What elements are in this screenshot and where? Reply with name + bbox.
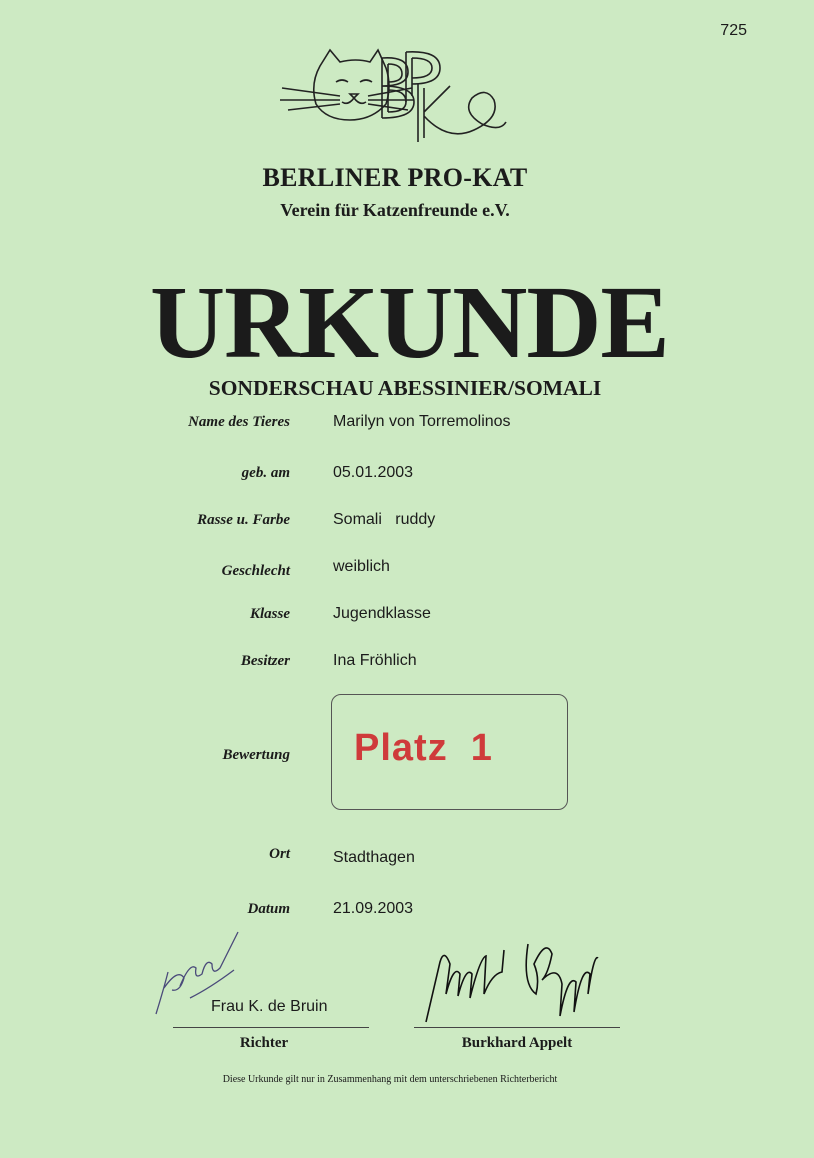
appelt-signature — [418, 934, 608, 1026]
label-birth: geb. am — [241, 465, 290, 481]
value-owner: Ina Fröhlich — [333, 652, 417, 669]
club-logo — [278, 46, 508, 148]
rating-stamp: Platz 1 — [354, 727, 493, 769]
value-breed: Somali ruddy — [333, 511, 436, 528]
label-name: Name des Tieres — [188, 414, 290, 430]
organization-subtitle: Verein für Katzenfreunde e.V. — [280, 200, 510, 220]
value-sex: weiblich — [333, 558, 390, 575]
page-number: 725 — [720, 22, 747, 39]
label-breed: Rasse u. Farbe — [197, 512, 290, 528]
judge-role: Richter — [239, 1035, 289, 1051]
label-owner: Besitzer — [240, 653, 290, 669]
label-place: Ort — [269, 846, 290, 862]
logo-text: BPK — [396, 106, 398, 107]
value-date: 21.09.2003 — [333, 900, 414, 917]
rating-box — [331, 694, 568, 810]
document-title: URKUNDE — [150, 265, 669, 380]
footnote: Diese Urkunde gilt nur in Zusammenhang mit dem unterschriebenen Richterbericht — [222, 1074, 558, 1085]
second-signatory: Burkhard Appelt — [461, 1035, 573, 1051]
label-rating: Bewertung — [222, 747, 290, 763]
label-date: Datum — [247, 901, 290, 917]
appelt-signature-line — [414, 1027, 620, 1028]
value-name: Marilyn von Torremolinos — [333, 413, 511, 430]
judge-signature-line — [173, 1027, 369, 1028]
label-class: Klasse — [249, 606, 290, 622]
value-class: Jugendklasse — [333, 605, 431, 622]
value-place: Stadthagen — [333, 849, 415, 866]
show-title: SONDERSCHAU ABESSINIER/SOMALI — [208, 376, 602, 400]
value-birth: 05.01.2003 — [333, 464, 414, 481]
label-sex: Geschlecht — [221, 563, 290, 579]
organization-name: BERLINER PRO-KAT — [262, 163, 528, 192]
judge-name: Frau K. de Bruin — [211, 998, 328, 1015]
